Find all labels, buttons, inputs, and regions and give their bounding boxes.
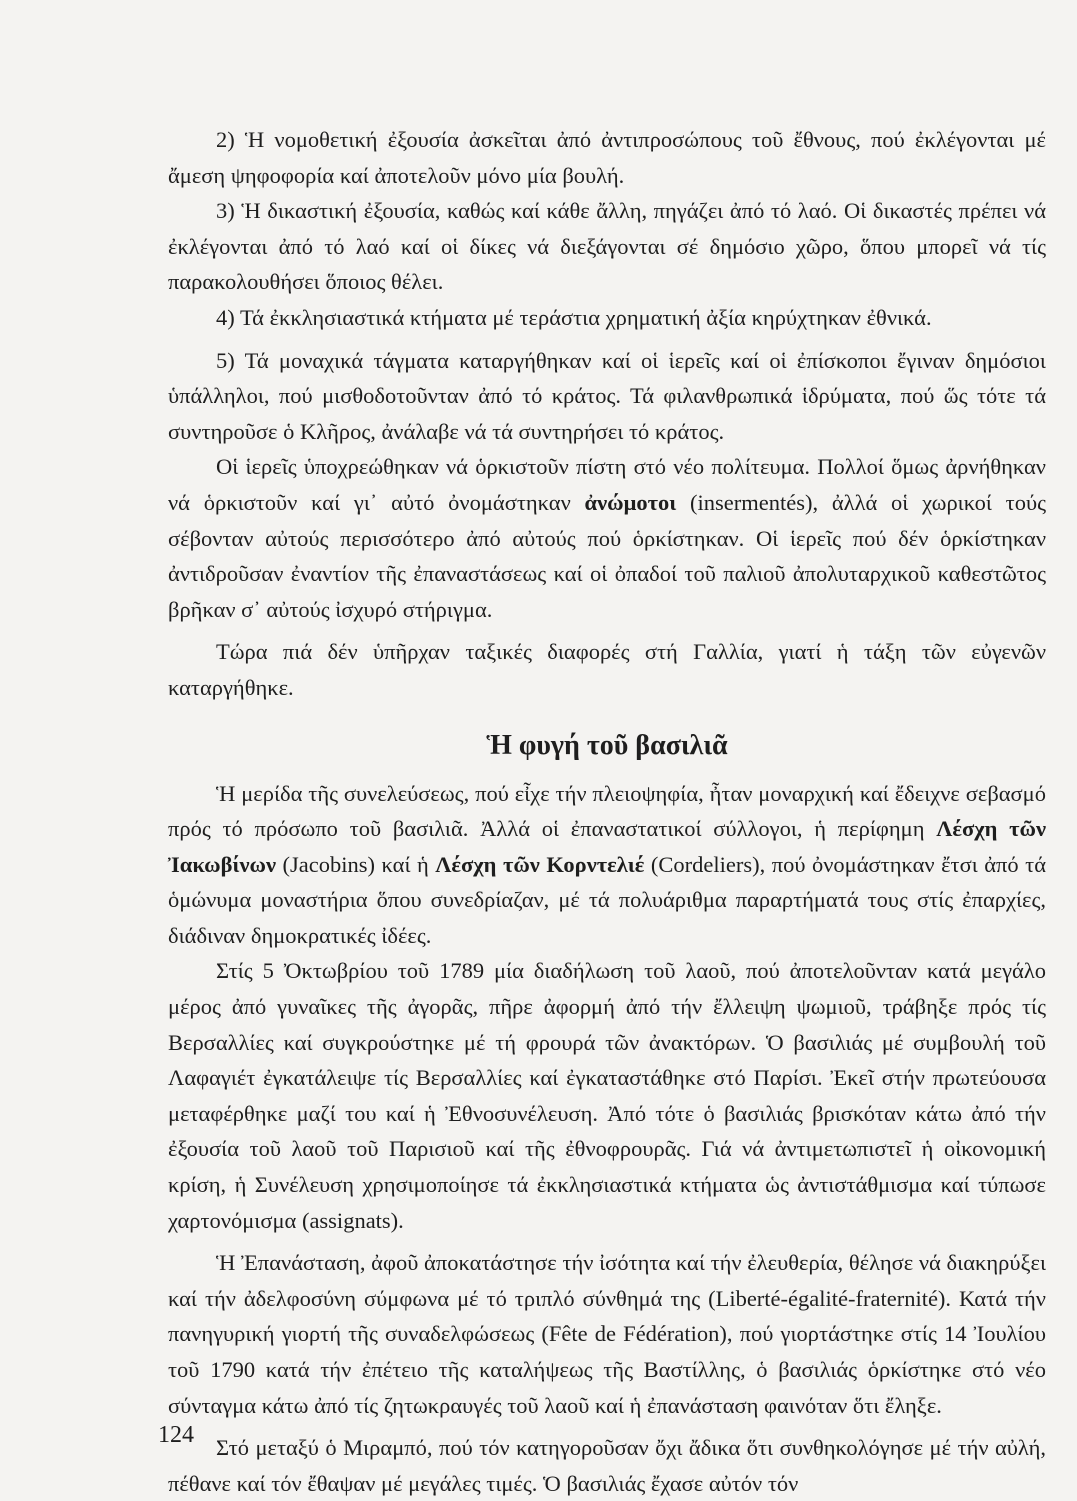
paragraph-judicial-power: 3) Ἡ δικαστική ἐξουσία, καθώς καί κάθε ἄλλη, πηγάζει ἀπό τό λαό. Οἱ δικαστές πρέπει νά ἐκλέγονται ἀπό τό λαό καί οἱ δίκες νά διεξάγονται σέ δημόσιο χῶρο, ὅπου μπορεῖ νά τίς παρακολουθήσει ὅποιος θέλει. (168, 198, 1046, 295)
text-column (168, 122, 1046, 1501)
paragraph-church-property: 4) Τά ἐκκλησιαστικά κτήματα μέ τεράστια χρηματική ἀξία κηρύχτηκαν ἐθνικά. (216, 304, 932, 330)
paragraph-mirabeau: Στό μεταξύ ὁ Μιραμπό, πού τόν κατηγοροῦσαν ὄχι ἄδικα ὅτι συνθηκολόγησε μέ τήν αὐλή, πέθανε καί τόν ἔθαψαν μέ μεγάλες τιμές. Ὁ βασιλιάς ἔχασε αὐτόν τόν (168, 1435, 1046, 1496)
text-run: (insermentés), ἀλλά οἱ χωρικοί τούς σέβονταν αὐτούς περισσότερο ἀπό αὐτούς πού ὁρκίστηκαν. Οἱ ἱερεῖς πού δέν ὁρκίστηκαν ἀντιδροῦσαν ἐναντίον τῆς ἐπαναστάσεως καί οἱ ὀπαδοί τοῦ παλιοῦ ἀπολυταρχικοῦ καθεστῶτος βρῆκαν σ᾽ αὐτούς ἰσχυρό στήριγμα. (168, 489, 1047, 622)
paragraph-fraternity: Ἡ Ἐπανάσταση, ἀφοῦ ἀποκατάστησε τήν ἰσότητα καί τήν ἐλευθερία, θέλησε νά διακηρύξει καί τήν ἀδελφοσύνη σύμφωνα μέ τό τριπλό σύνθημά της (Liberté-égalité-fraternité). Κατά τήν πανηγυρική γιορτή τῆς συναδελφώσεως (Fête de Fédération), πού γιορτάστηκε στίς 14 Ἰουλίου τοῦ 1790 κατά τήν ἐπέτειο τῆς καταλήψεως τῆς Βαστίλλης, ὁ βασιλιάς ὁρκίστηκε στό νέο σύνταγμα κάτω ἀπό τίς ζητωκραυγές τοῦ λαοῦ καί ἡ ἐπανάσταση φαινόταν ὅτι ἔληξε. (168, 1250, 1046, 1418)
text-run: (Cordeliers), πού ὀνομάστηκαν ἔτσι ἀπό τά ὁμώνυμα μοναστήρια ὅπου συνεδρίαζαν, μέ τά πολυάριθμα παραρτήματά τους στίς ἐπαρχίες, διάδιναν δημοκρατικές ἰδέες. (168, 851, 1047, 948)
bold-term-cordeliers: Λέσχη τῶν Κορντελιέ (435, 851, 645, 877)
bold-term-jacobins: Λέσχη τῶν Ἰακωβίνων (168, 816, 1047, 877)
paragraph-class-differences: Τώρα πιά δέν ὑπῆρχαν ταξικές διαφορές στή Γαλλία, γιατί ἡ τάξη τῶν εὐγενῶν καταργήθηκε. (168, 639, 1046, 700)
paragraph-monastic-orders: 5) Τά μοναχικά τάγματα καταργήθηκαν καί οἱ ἱερεῖς καί οἱ ἐπίσκοποι ἔγιναν δημόσιοι ὑπάλληλοι, πού μισθοδοτοῦνταν ἀπό τό κράτος. Τά φιλανθρωπικά ἱδρύματα, πού ὥς τότε τά συντηροῦσε ὁ Κλῆρος, ἀνάλαβε νά τά συντηρήσει τό κράτος. (168, 347, 1046, 444)
paragraph-october-march: Στίς 5 Ὀκτωβρίου τοῦ 1789 μία διαδήλωση τοῦ λαοῦ, πού ἀποτελοῦνταν κατά μεγάλο μέρος ἀπό γυναῖκες τῆς ἀγορᾶς, πῆρε ἀφορμή ἀπό τήν ἔλλειψη ψωμιοῦ, τράβηξε πρός τίς Βερσαλλίες καί συγκρούστηκε μέ τή φρουρά τῶν ἀνακτόρων. Ὁ βασιλιάς μέ συμβουλή τοῦ Λαφαγιέτ ἐγκατάλειψε τίς Βερσαλλίες καί ἐγκαταστάθηκε στό Παρίσι. Ἐκεῖ στήν πρωτεύουσα μεταφέρθηκε μαζί του καί ἡ Ἐθνοσυνέλευση. Ἀπό τότε ὁ βασιλιάς βρισκόταν κάτω ἀπό τήν ἐξουσία τοῦ λαοῦ τοῦ Παρισιοῦ καί τῆς ἐθνοφρουρᾶς. Γιά νά ἀντιμετωπιστεῖ ἡ οἰκονομική κρίση, ἡ Συνέλευση χρησιμοποίησε τά ἐκκλησιαστικά κτήματα ὡς ἀντιστάθμισμα καί τύπωσε χαρτονόμισμα (assignats). (168, 958, 1046, 1233)
paragraph-clubs (168, 776, 1046, 954)
bold-term-anomotoi: ἀνώμοτοι (584, 489, 677, 515)
section-heading: Ἡ φυγή τοῦ βασιλιᾶ (486, 729, 728, 761)
paragraph-priests-oath (168, 449, 1046, 627)
text-run: Οἱ ἱερεῖς ὑποχρεώθηκαν νά ὁρκιστοῦν πίστη στό νέο πολίτευμα. Πολλοί ὅμως ἀρνήθηκαν νά ὁρκιστοῦν καί γι᾽ αὐτό ὀνομάστηκαν (168, 454, 1046, 515)
page-number: 124 (158, 1422, 194, 1448)
text-run: Ἡ μερίδα τῆς συνελεύσεως, πού εἶχε τήν πλειοψηφία, ἦταν μοναρχική καί ἔδειχνε σεβασμό πρός τό πρόσωπο τοῦ βασιλιᾶ. Ἀλλά οἱ ἐπαναστατικοί σύλλογοι, ἡ περίφημη (168, 780, 1046, 842)
paragraph-legislative-power: 2) Ἡ νομοθετική ἐξουσία ἀσκεῖται ἀπό ἀντιπροσώπους τοῦ ἔθνους, πού ἐκλέγονται μέ ἄμεση ψηφοφορία καί ἀποτελοῦν μόνο μία βουλή. (168, 127, 1046, 188)
text-run: (Jacobins) καί ἡ (282, 851, 429, 877)
